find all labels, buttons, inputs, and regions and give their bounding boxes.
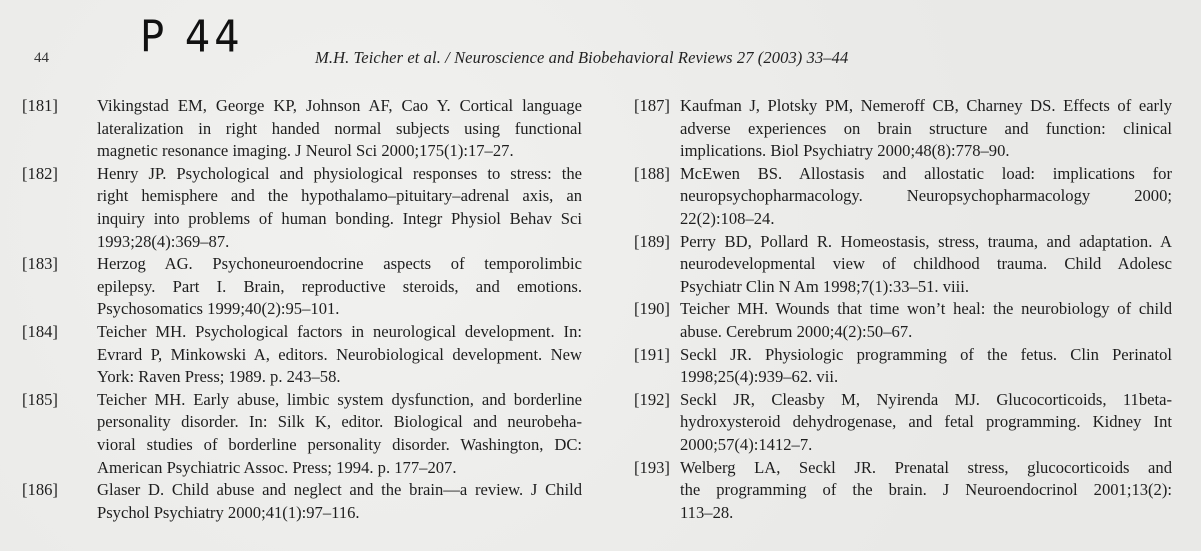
reference-number: [189]: [634, 231, 670, 251]
handwritten-page-annotation: P 44: [140, 11, 244, 63]
reference-text: [680, 95, 1172, 163]
reference-line: McEwen BS. Allostasis and allostatic load: implications for: [680, 163, 1172, 183]
reference-text: [97, 95, 582, 163]
reference-line: inquiry into problems of human bonding. Integr Physiol Behav Sci: [97, 208, 582, 228]
reference-text: [97, 321, 582, 389]
reference-line: Vikingstad EM, George KP, Johnson AF, Cao Y. Cortical language: [97, 96, 582, 115]
reference-line: implications. Biol Psychiatry 2000;48(8):778–90.: [680, 141, 1010, 161]
reference-entry: [634, 298, 1172, 343]
reference-text: [680, 457, 1172, 525]
reference-text: [680, 231, 1172, 299]
running-head: M.H. Teicher et al. / Neuroscience and Biobehavioral Reviews 27 (2003) 33–44: [315, 48, 849, 67]
reference-line: 113–28.: [680, 502, 734, 522]
reference-line: Psychosomatics 1999;40(2):95–101.: [97, 299, 340, 319]
reference-number: [184]: [22, 321, 58, 341]
reference-line: neuropsychopharmacology. Neuropsychopharmacology 2000;: [680, 186, 1172, 206]
reference-line: Glaser D. Child abuse and neglect and the brain—a review. J Child: [97, 480, 582, 500]
reference-line: Welberg LA, Seckl JR. Prenatal stress, glucocorticoids and: [680, 457, 1172, 477]
reference-line: right hemisphere and the hypothalamo–pituitary–adrenal axis, an: [97, 186, 582, 206]
reference-entry: [22, 253, 582, 321]
reference-line: Henry JP. Psychological and physiological responses to stress: the: [97, 163, 582, 183]
reference-number: [181]: [22, 96, 58, 115]
reference-text: [680, 344, 1172, 389]
reference-number: [193]: [634, 457, 670, 477]
reference-line: Psychol Psychiatry 2000;41(1):97–116.: [97, 502, 360, 522]
reference-entry: [22, 389, 582, 479]
reference-number: [185]: [22, 389, 58, 409]
reference-line: magnetic resonance imaging. J Neurol Sci 2000;175(1):17–27.: [97, 141, 514, 161]
reference-number: [190]: [634, 299, 670, 319]
reference-line: Teicher MH. Early abuse, limbic system dysfunction, and borderline: [97, 389, 582, 409]
reference-text: [680, 163, 1172, 231]
reference-number: [182]: [22, 163, 58, 183]
reference-entry: [634, 95, 1172, 163]
reference-line: Herzog AG. Psychoneuroendocrine aspects of temporolimbic: [97, 254, 582, 274]
reference-number: [192]: [634, 389, 670, 409]
reference-entry: [634, 344, 1172, 389]
reference-line: 1993;28(4):369–87.: [97, 231, 230, 251]
reference-entry: [634, 389, 1172, 457]
reference-line: Evrard P, Minkowski A, editors. Neurobiological development. New: [97, 344, 582, 364]
reference-text: [97, 253, 582, 321]
page-number: 44: [34, 50, 49, 66]
reference-text: [97, 389, 582, 479]
reference-number: [188]: [634, 163, 670, 183]
reference-line: American Psychiatric Assoc. Press; 1994. p. 177–207.: [97, 457, 457, 477]
reference-line: Teicher MH. Wounds that time won’t heal: the neurobiology of child: [680, 299, 1172, 319]
reference-line: Kaufman J, Plotsky PM, Nemeroff CB, Charney DS. Effects of early: [680, 96, 1172, 115]
reference-line: lateralization in right handed normal subjects using functional: [97, 118, 582, 138]
reference-column-left: [22, 95, 582, 524]
reference-line: Perry BD, Pollard R. Homeostasis, stress, trauma, and adaptation. A: [680, 231, 1172, 251]
reference-text: [97, 479, 582, 524]
reference-line: York: Raven Press; 1989. p. 243–58.: [97, 367, 341, 387]
reference-entry: [22, 479, 582, 524]
reference-entry: [634, 457, 1172, 525]
reference-number: [186]: [22, 480, 58, 500]
reference-number: [187]: [634, 96, 670, 115]
reference-line: hydroxysteroid dehydrogenase, and fetal programming. Kidney Int: [680, 412, 1172, 432]
reference-text: [97, 163, 582, 253]
reference-number: [191]: [634, 344, 670, 364]
reference-entry: [22, 163, 582, 253]
reference-line: 1998;25(4):939–62. vii.: [680, 367, 839, 387]
reference-line: Psychiatr Clin N Am 1998;7(1):33–51. viii.: [680, 276, 970, 296]
reference-line: abuse. Cerebrum 2000;4(2):50–67.: [680, 321, 913, 341]
reference-column-right: [634, 95, 1172, 524]
reference-entry: [634, 163, 1172, 231]
reference-line: adverse experiences on brain structure and function: clinical: [680, 118, 1172, 138]
reference-entry: [634, 231, 1172, 299]
reference-line: 2000;57(4):1412–7.: [680, 434, 813, 454]
reference-line: epilepsy. Part I. Brain, reproductive steroids, and emotions.: [97, 276, 582, 296]
reference-line: Teicher MH. Psychological factors in neurological development. In:: [97, 321, 582, 341]
reference-line: Seckl JR, Cleasby M, Nyirenda MJ. Glucocorticoids, 11beta-: [680, 389, 1172, 409]
reference-line: neurodevelopmental view of childhood trauma. Child Adolesc: [680, 254, 1172, 274]
reference-line: Seckl JR. Physiologic programming of the fetus. Clin Perinatol: [680, 344, 1172, 364]
reference-entry: [22, 95, 582, 163]
reference-text: [680, 389, 1172, 457]
reference-line: vioral studies of borderline personality disorder. Washington, DC:: [97, 434, 582, 454]
reference-line: the programming of the brain. J Neuroendocrinol 2001;13(2):: [680, 480, 1172, 500]
reference-entry: [22, 321, 582, 389]
reference-text: [680, 298, 1172, 343]
reference-number: [183]: [22, 254, 58, 274]
reference-line: personality disorder. In: Silk K, editor. Biological and neurobeha-: [97, 412, 582, 432]
reference-line: 22(2):108–24.: [680, 208, 775, 228]
